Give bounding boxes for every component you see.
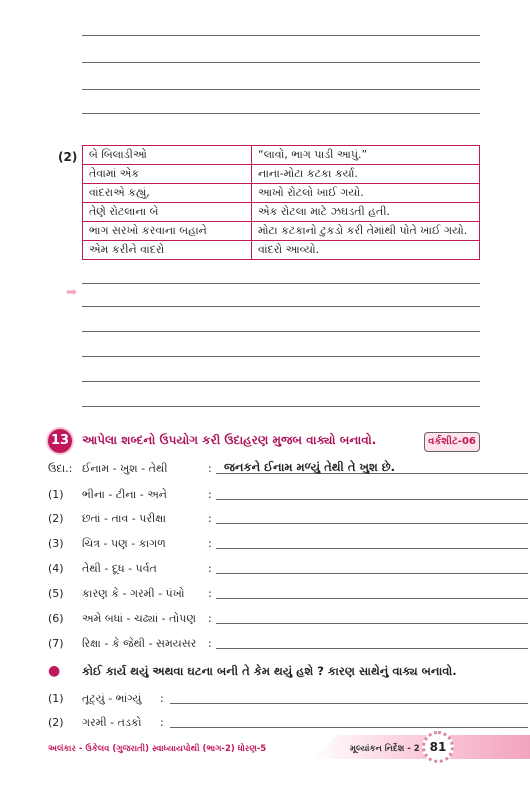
table-row xyxy=(83,165,480,184)
item-number: (5) xyxy=(48,587,64,600)
colon: : xyxy=(208,587,212,600)
colon: : xyxy=(208,562,212,575)
footer-book-title: અલંકાર - ઉકેલવ (ગુજરાતી) સ્વાધ્યાયપોથી (ભાગ-2) ધોરણ-5 xyxy=(48,744,267,754)
writing-line[interactable] xyxy=(82,62,480,63)
item-words: અમે બધાં - ચઢ્યાં - તોપણ xyxy=(82,612,196,625)
bullet-icon: ● xyxy=(48,663,61,679)
item-words: રિક્ષા - કે જેથી - સમયસર xyxy=(82,637,197,650)
colon: : xyxy=(160,692,164,705)
table-cell: ભાગ સરખો કરવાના બહાને xyxy=(83,222,252,241)
writing-line[interactable] xyxy=(82,89,480,90)
colon: : xyxy=(208,512,212,525)
exercise-row xyxy=(48,692,480,708)
arrow-icon: ➡ xyxy=(66,285,77,300)
table-row xyxy=(83,184,480,203)
writing-line[interactable] xyxy=(82,356,480,357)
answer-line[interactable] xyxy=(170,727,528,728)
question-number-badge: 13 xyxy=(48,429,72,453)
exercise-row xyxy=(48,488,480,504)
item-number: (3) xyxy=(48,537,64,550)
writing-line[interactable] xyxy=(82,406,480,407)
table-cell: આખો રોટલો ખાઈ ગયો. xyxy=(252,184,480,203)
answer-line[interactable] xyxy=(216,523,528,524)
item-number: (6) xyxy=(48,612,64,625)
table-cell: નાના-મોટા કટકા કર્યા. xyxy=(252,165,480,184)
colon: : xyxy=(208,462,212,475)
colon: : xyxy=(208,612,212,625)
exercise-row xyxy=(48,716,480,732)
answer-line[interactable] xyxy=(216,648,528,649)
item-number: (7) xyxy=(48,637,64,650)
colon: : xyxy=(208,488,212,501)
writing-line[interactable] xyxy=(82,331,480,332)
table-cell: મોટા કટકાનો ટુકડો કરી તેમાંથી પોતે ખાઈ ગયો. xyxy=(252,222,480,241)
exercise-row xyxy=(48,587,480,603)
example-answer: જનકને ઈનામ મળ્યું તેથી તે ખુશ છે. xyxy=(224,460,396,474)
table-cell: તેણે રોટલાના બે xyxy=(83,203,252,222)
colon: : xyxy=(160,716,164,729)
item-words: ગરમી - તડકો xyxy=(82,716,142,729)
item-number: (1) xyxy=(48,692,64,705)
item-number: (1) xyxy=(48,488,64,501)
footer-band xyxy=(312,735,530,759)
table-cell: એમ કરીને વાંદરો xyxy=(83,241,252,260)
table-row xyxy=(83,222,480,241)
footer-section-title: મૂલ્યાંકન નિર્દેશ - 2 xyxy=(350,744,420,754)
table-row xyxy=(83,203,480,222)
answer-line[interactable] xyxy=(216,499,528,500)
table-row xyxy=(83,241,480,260)
item-words: ભીના - ટીના - અને xyxy=(82,488,167,501)
exercise-row xyxy=(48,537,480,553)
item-words: તેથી - દૂધ - પર્વત xyxy=(82,562,157,575)
table-cell: તેવામાં એક xyxy=(83,165,252,184)
table-row xyxy=(83,146,480,165)
writing-line[interactable] xyxy=(82,113,480,114)
answer-line[interactable] xyxy=(216,598,528,599)
answer-line[interactable] xyxy=(170,703,528,704)
item-words: તૂટ્યું - ભાંગ્યું xyxy=(82,692,142,705)
writing-line[interactable] xyxy=(82,35,480,36)
item-words: છતાં - તાવ - પરીક્ષા xyxy=(82,512,166,525)
answer-line[interactable] xyxy=(216,573,528,574)
exercise-row xyxy=(48,637,480,653)
table-cell: વાંદરાએ કહ્યું, xyxy=(83,184,252,203)
bullet-question xyxy=(48,664,480,680)
item-words: ચિત્ર - પણ - કાગળ xyxy=(82,537,166,550)
table-cell: એક રોટલા માટે ઝઘડતી હતી. xyxy=(252,203,480,222)
table-cell: વાંદરો આવ્યો. xyxy=(252,241,480,260)
exercise-row xyxy=(48,612,480,628)
item-number: (2) xyxy=(48,716,64,729)
exercise-row xyxy=(48,562,480,578)
question-title: આપેલા શબ્દનો ઉપયોગ કરી ઉદાહરણ મુજબ વાક્યો બનાવો. xyxy=(82,433,377,447)
writing-line[interactable] xyxy=(82,283,480,284)
bullet-question-text: કોઈ કાર્ય થયું અથવા ઘટના બની તે કેમ થયું હશે ? કારણ સાથેનું વાક્ય બનાવો. xyxy=(82,664,457,678)
page-number: 81 xyxy=(429,740,447,754)
writing-line[interactable] xyxy=(82,306,480,307)
item-number: (4) xyxy=(48,562,64,575)
example-words: ઈનામ - ખુશ - તેથી xyxy=(82,462,168,475)
question-number: (2) xyxy=(58,150,78,164)
answer-line[interactable] xyxy=(216,548,528,549)
writing-line[interactable] xyxy=(82,381,480,382)
colon: : xyxy=(208,637,212,650)
question-13-header xyxy=(48,429,478,455)
story-table xyxy=(82,145,480,260)
item-words: કારણ કે - ગરમી - પંખો xyxy=(82,587,185,600)
table-cell: બે બિલાડીઓ xyxy=(83,146,252,165)
table-cell: “લાવો, ભાગ પાડી આપું.” xyxy=(252,146,480,165)
exercise-row xyxy=(48,512,480,528)
answer-line[interactable] xyxy=(216,623,528,624)
colon: : xyxy=(208,537,212,550)
example-label: ઉદા.: xyxy=(48,462,73,475)
worksheet-badge: વર્કશીટ-06 xyxy=(424,432,480,452)
item-number: (2) xyxy=(48,512,64,525)
